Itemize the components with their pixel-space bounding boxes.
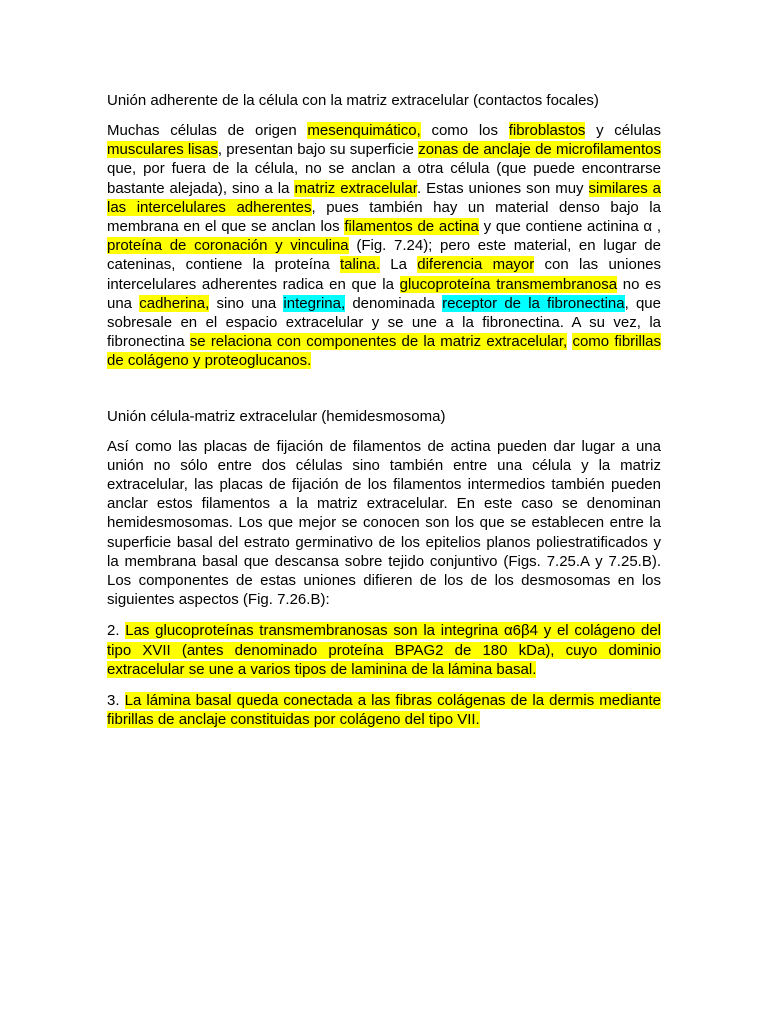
highlighted-text: glucoproteína transmembranosa: [399, 275, 618, 293]
highlighted-text: zonas de anclaje de microfilamentos: [418, 141, 661, 159]
text-run: (Fig. 7.24); pero este material, en lugar de cateninas, contiene la proteína: [107, 237, 661, 274]
text-run: y que contiene actinina α ,: [478, 218, 661, 236]
highlighted-text: La lámina basal queda conectada a las fibras colágenas de la dermis mediante fibrillas de anclaje constituidas por colágeno del tipo VII.: [107, 692, 661, 729]
text-run: como los: [420, 122, 509, 139]
text-run: . Estas uniones son muy: [416, 179, 589, 197]
text-run: que, por fuera de la célula, no se anclan a otra célula (que puede encontrarse bastante alejada), sino a la: [107, 160, 661, 197]
highlighted-text: talina.: [339, 256, 380, 274]
list-item-number: 2.: [107, 622, 126, 640]
highlighted-text: fibroblastos: [508, 122, 586, 139]
list-item-number: 3.: [107, 692, 125, 710]
focal-contacts-paragraph: [107, 121, 661, 371]
hemidesmosome-paragraph: Así como las placas de fijación de filamentos de actina pueden dar lugar a una unión no sólo entre dos células sino también entre una célula y la matriz extracelular, las placas de fijación de los filamentos intermedios también pueden anclar estos filamentos a la matriz extracelular. En este caso se denominan hemidesmosomas. Los que mejor se conocen son los que se establecen entre la superficie basal del estrato germinativo de los epitelios planos poliestratificados y la membrana basal que descansa sobre tejido conjuntivo (Figs. 7.25.A y 7.25.B). Los componentes de estas uniones difieren de los de los desmosomas en los siguientes aspectos (Fig. 7.26.B):: [107, 437, 661, 609]
highlighted-text: musculares lisas: [107, 141, 218, 159]
list-item-2: [107, 621, 661, 679]
highlighted-text: Las glucoproteínas transmembranosas son la integrina α6β4 y el colágeno del tipo XVII (antes denominado proteína BPAG2 de 180 kDa), cuyo dominio extracelular se une a varios tipos de laminina de la lámina basal.: [107, 622, 661, 678]
highlighted-text: cadherina,: [139, 294, 210, 312]
cyan-highlighted-text: integrina,: [283, 294, 346, 312]
text-run: y células: [585, 122, 662, 139]
highlighted-text: como fibrillas de colágeno y proteoglucanos.: [107, 333, 662, 370]
cyan-highlighted-text: receptor de la fibronectina: [442, 294, 625, 312]
highlighted-text: similares a las intercelulares adherentes: [107, 179, 661, 216]
highlighted-text: proteína de coronación y vinculina: [107, 237, 349, 255]
text-run: La: [379, 256, 418, 274]
list-item-3: [107, 691, 661, 729]
section-heading-focal-contacts: Unión adherente de la célula con la matriz extracelular (contactos focales): [107, 92, 599, 109]
text-run: no es una: [107, 275, 661, 312]
text-run: sino una: [209, 294, 284, 312]
highlighted-text: diferencia mayor: [417, 256, 535, 274]
text-run: denominada: [345, 294, 443, 312]
highlighted-text: se relaciona con componentes de la matriz extracelular,: [189, 333, 568, 351]
text-run: , presentan bajo su superficie: [217, 141, 419, 159]
text-run: con las uniones intercelulares adherentes radica en que la: [107, 256, 662, 293]
text-run: Muchas células de origen: [107, 122, 308, 139]
highlighted-text: filamentos de actina: [344, 218, 479, 236]
highlighted-text: mesenquimático,: [307, 122, 421, 139]
section-heading-hemidesmosome: Unión célula-matriz extracelular (hemidesmosoma): [107, 407, 446, 425]
text-run: , que sobresale en el espacio extracelular y se une a la fibronectina. A su vez, la fibronectina: [107, 294, 661, 351]
highlighted-text: matriz extracelular: [294, 179, 417, 197]
text-run: , pues también hay un material denso bajo la membrana en el que se anclan los: [107, 198, 661, 236]
